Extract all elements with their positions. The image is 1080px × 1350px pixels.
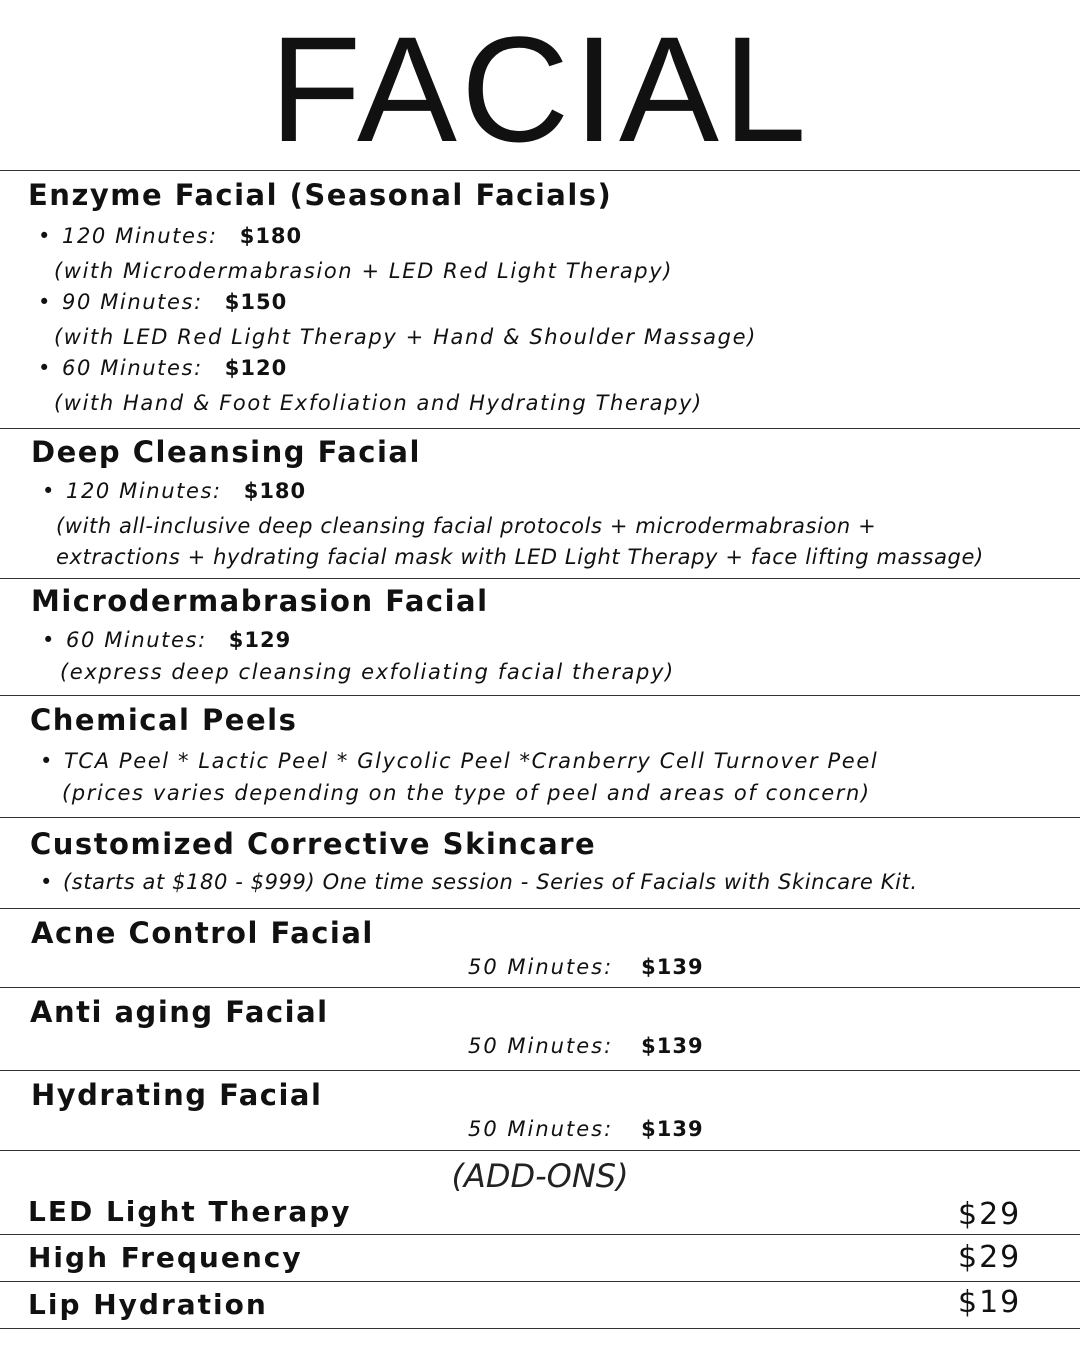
- acne-control-price-line: [468, 953, 704, 981]
- deep-cleansing-note-2: extractions + hydrating facial mask with LED Light Therapy + face lifting massage): [56, 545, 984, 569]
- section-heading-hydrating: Hydrating Facial: [31, 1078, 323, 1112]
- divider: [0, 1281, 1080, 1282]
- divider: [0, 987, 1080, 988]
- price-label: $129: [228, 628, 292, 652]
- microdermabrasion-note: (express deep cleansing exfoliating facial therapy): [60, 660, 675, 684]
- section-heading-chemical-peels: Chemical Peels: [30, 703, 298, 737]
- duration-label: 60 Minutes:: [66, 628, 207, 652]
- page-title: FACIAL: [269, 5, 811, 173]
- price-label: $139: [641, 955, 704, 979]
- divider: [0, 908, 1080, 909]
- corrective-skincare-note: • (starts at $180 - $999) One time session - Series of Facials with Skincare Kit.: [40, 868, 918, 896]
- divider: [0, 1070, 1080, 1071]
- price-label: $180: [243, 479, 307, 503]
- duration-label: 50 Minutes:: [468, 1034, 614, 1058]
- price-label: $120: [224, 356, 288, 380]
- duration-label: 120 Minutes:: [62, 224, 218, 248]
- enzyme-item-90-note: (with LED Red Light Therapy + Hand & Shoulder Massage): [54, 325, 757, 349]
- addon-name-led-light-therapy: LED Light Therapy: [28, 1195, 352, 1228]
- duration-label: 90 Minutes:: [62, 290, 203, 314]
- section-heading-deep-cleansing: Deep Cleansing Facial: [31, 435, 421, 469]
- addon-price-led-light-therapy: $29: [958, 1197, 1022, 1232]
- duration-label: 60 Minutes:: [62, 356, 203, 380]
- section-heading-acne-control: Acne Control Facial: [31, 916, 374, 950]
- section-heading-corrective-skincare: Customized Corrective Skincare: [30, 827, 597, 861]
- addon-price-lip-hydration: $19: [958, 1285, 1022, 1320]
- price-label: $150: [224, 290, 288, 314]
- section-heading-microdermabrasion: Microdermabrasion Facial: [31, 584, 489, 618]
- divider: [0, 1150, 1080, 1151]
- enzyme-item-120: [38, 222, 302, 250]
- section-heading-anti-aging: Anti aging Facial: [30, 995, 329, 1029]
- enzyme-item-60-note: (with Hand & Foot Exfoliation and Hydrating Therapy): [54, 391, 703, 415]
- divider: [0, 1328, 1080, 1329]
- divider: [0, 170, 1080, 171]
- price-label: $139: [641, 1117, 704, 1141]
- enzyme-item-120-note: (with Microdermabrasion + LED Red Light Therapy): [54, 259, 674, 283]
- addons-title: (ADD-ONS): [451, 1157, 629, 1195]
- price-label: $180: [239, 224, 303, 248]
- duration-label: 120 Minutes:: [66, 479, 222, 503]
- hydrating-price-line: [468, 1115, 704, 1143]
- microdermabrasion-item: [42, 626, 291, 654]
- deep-cleansing-item: [42, 477, 306, 505]
- enzyme-item-90: [38, 288, 287, 316]
- addon-price-high-frequency: $29: [958, 1240, 1022, 1275]
- section-heading-enzyme-facial: Enzyme Facial (Seasonal Facials): [28, 178, 613, 212]
- divider: [0, 817, 1080, 818]
- duration-label: 50 Minutes:: [468, 1117, 614, 1141]
- chemical-peels-list: • TCA Peel * Lactic Peel * Glycolic Peel *Cranberry Cell Turnover Peel: [40, 747, 878, 775]
- chemical-peels-note: (prices varies depending on the type of peel and areas of concern): [62, 781, 871, 805]
- divider: [0, 578, 1080, 579]
- anti-aging-price-line: [468, 1032, 704, 1060]
- divider: [0, 428, 1080, 429]
- divider: [0, 695, 1080, 696]
- price-label: $139: [641, 1034, 704, 1058]
- addon-name-high-frequency: High Frequency: [28, 1241, 303, 1274]
- divider: [0, 1234, 1080, 1235]
- duration-label: 50 Minutes:: [468, 955, 614, 979]
- enzyme-item-60: [38, 354, 287, 382]
- addon-name-lip-hydration: Lip Hydration: [28, 1288, 268, 1321]
- deep-cleansing-note-1: (with all-inclusive deep cleansing facial protocols + microdermabrasion +: [56, 514, 877, 538]
